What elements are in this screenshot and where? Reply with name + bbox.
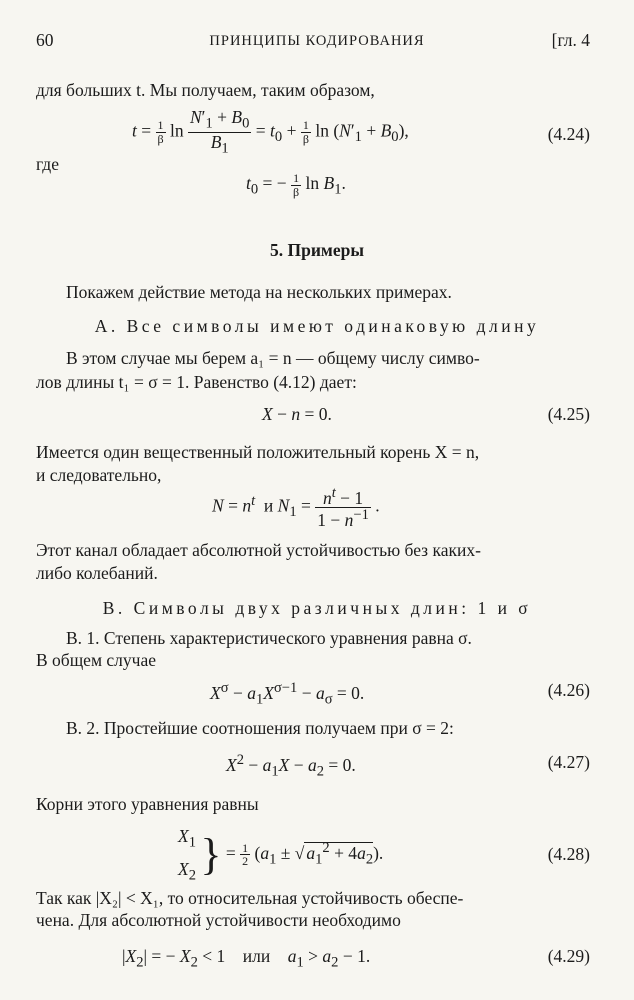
- page-number: 60: [36, 30, 54, 50]
- eq-number-4-29: (4.29): [547, 946, 590, 966]
- text-b1-2: В общем случае: [36, 650, 156, 670]
- equation-n: $N = n^t$ и $N_1$ = $\frac{n^t - 1}{1 - n^{-1}}$ .: [212, 485, 380, 531]
- section-heading: 5. Примеры: [269, 240, 364, 260]
- text-since-2: чена. Для абсолютной устойчивости необходимо: [36, 910, 401, 930]
- and-word: и: [263, 495, 274, 516]
- chapter-marker: [гл. 4: [551, 30, 590, 50]
- equation-4-28: $X_1$ $X_2$ } = $\frac{1}{2}$ ($a_1$ ± √ $a_1^2 + 4a_2$).: [178, 826, 384, 884]
- eq-number-4-27: (4.27): [547, 752, 590, 772]
- text-abs-1: Этот канал обладает абсолютной устойчивостью без каких-: [36, 540, 481, 560]
- eq-number-4-28: (4.28): [547, 844, 590, 864]
- eq-number-4-25: (4.25): [547, 404, 590, 424]
- text-abs-2: либо колебаний.: [36, 563, 158, 583]
- case-b-heading: В. Символы двух различных длин: 1 и σ: [102, 598, 532, 618]
- eq-number-4-24: (4.24): [547, 124, 590, 144]
- eq-number-4-26: (4.26): [547, 680, 590, 700]
- text-roots-intro: Корни этого уравнения равны: [36, 794, 259, 814]
- case-a-heading: А. Все символы имеют одинаковую длину: [94, 316, 540, 336]
- equation-4-24: t = $\frac{1}{\beta}$ ln $\frac{N'_1 + B_0}{B_1}$ = $t_0$ + $\frac{1}{\beta}$ $\ln (N'_1 + B_0)$,: [132, 107, 409, 157]
- text-root-1: Имеется один вещественный положительный корень X = n,: [36, 442, 480, 462]
- text-b2-1: В. 2. Простейшие соотношения получаем при σ = 2:: [66, 718, 454, 738]
- text-case-a-2: лов длины t₁ = σ = 1. Равенство (4.12) дает:: [36, 372, 357, 392]
- equation-4-26: $X^\sigma - a_1X^{\sigma-1} - a_\sigma = 0$.: [210, 680, 365, 708]
- equation-t0: $t_0$ = − $\frac{1}{\beta}$ $\ln B_1$.: [246, 171, 346, 199]
- text-since-1: Так как |X₂| < X₁, то относительная устойчивость обеспе-: [36, 888, 464, 908]
- text-intro: Покажем действие метода на нескольких примерах.: [66, 282, 452, 302]
- text-b1-1: В. 1. Степень характеристического уравнения равна σ.: [66, 628, 472, 648]
- text-case-a-1: В этом случае мы берем a₁ = n — общему числу симво-: [66, 348, 480, 368]
- text-root-2: и следовательно,: [36, 465, 162, 485]
- text-line-1: для больших t. Мы получаем, таким образом,: [36, 80, 375, 100]
- equation-4-29: $|X_2|$ = − $X_2 < 1$ или $a_1 > a_2 - 1$.: [122, 946, 371, 971]
- running-title: ПРИНЦИПЫ КОДИРОВАНИЯ: [209, 33, 425, 49]
- text-where: где: [36, 154, 59, 174]
- or-word: или: [242, 946, 271, 966]
- equation-4-25: X − n = 0.: [262, 404, 332, 424]
- equation-4-27: $X^2 - a_1X - a_2 = 0$.: [226, 752, 356, 780]
